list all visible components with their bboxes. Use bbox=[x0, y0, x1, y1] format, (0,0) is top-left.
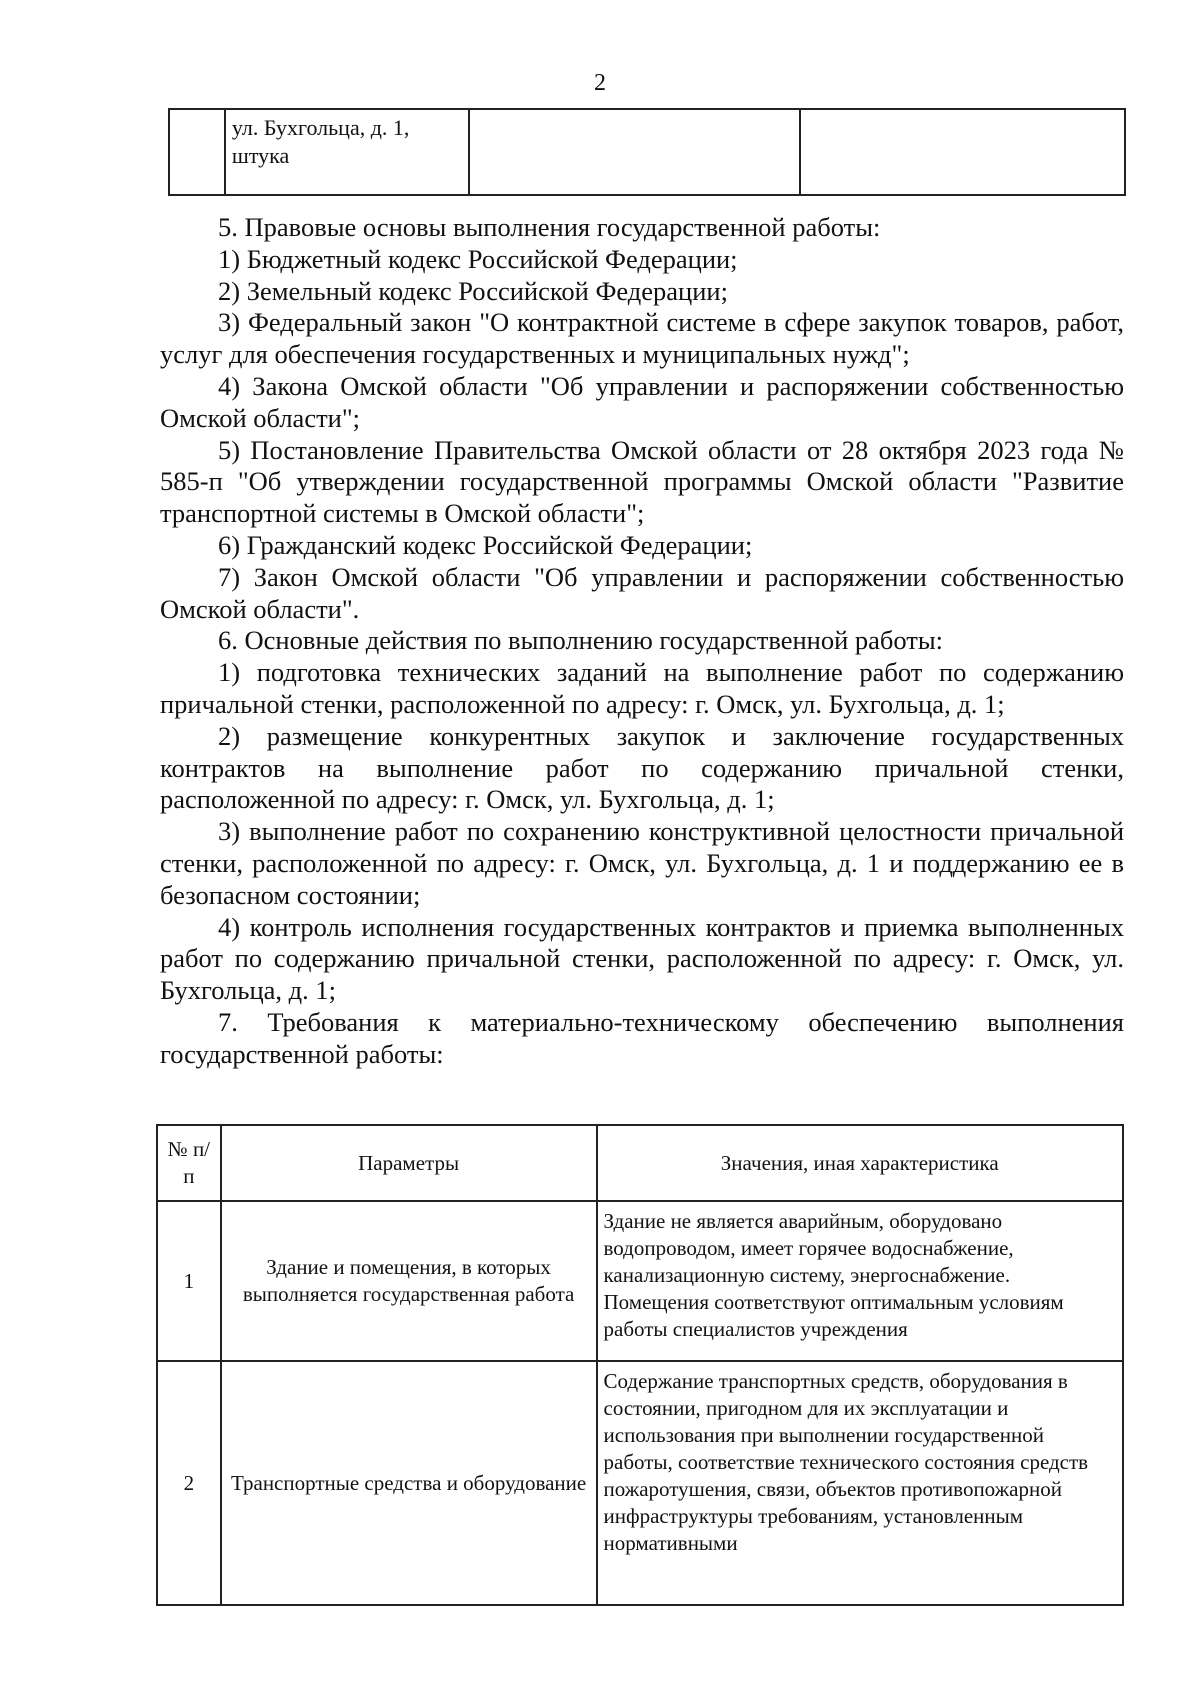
header-values: Значения, иная характеристика bbox=[597, 1125, 1123, 1201]
document-body bbox=[160, 212, 1124, 1071]
table-cell-address: ул. Бухгольца, д. 1, штука bbox=[225, 109, 469, 195]
page-number: 2 bbox=[594, 70, 606, 96]
table-cell bbox=[169, 109, 225, 195]
requirements-table bbox=[156, 1124, 1124, 1606]
list-item: 4) контроль исполнения государственных контрактов и приемка выполненных работ по содержанию причальной стенки, расположенной по адресу: г. Омск, ул. Бухгольца, д. 1; bbox=[160, 911, 1124, 1006]
table-header-row bbox=[157, 1125, 1123, 1201]
list-item: 6) Гражданский кодекс Российской Федерации; bbox=[218, 529, 753, 560]
table-row bbox=[169, 109, 1125, 195]
list-item: 2) Земельный кодекс Российской Федерации; bbox=[218, 275, 728, 306]
section-heading-5: 5. Правовые основы выполнения государственной работы: bbox=[218, 212, 881, 242]
list-item: 1) подготовка технических заданий на выполнение работ по содержанию причальной стенки, расположенной по адресу: г. Омск, ул. Бухгольца, д. 1; bbox=[160, 657, 1124, 719]
header-parameters: Параметры bbox=[221, 1125, 597, 1201]
row-parameter: Здание и помещения, в которых выполняется государственная работа bbox=[221, 1201, 597, 1361]
list-item: 3) выполнение работ по сохранению конструктивной целостности причальной стенки, расположенной по адресу: г. Омск, ул. Бухгольца, д. 1 и поддержанию ее в безопасном состоянии; bbox=[160, 816, 1124, 910]
header-number: № п/п bbox=[157, 1125, 221, 1201]
row-value: Содержание транспортных средств, оборудования в состоянии, пригодном для их эксплуатации и использования при выполнении государственной работы, соответствие технического состояния средств пожаротушения, связи, объектов противопожарной инфраструктуры требованиям, установленным нормативными bbox=[597, 1361, 1123, 1605]
row-number: 2 bbox=[157, 1361, 221, 1605]
row-parameter: Транспортные средства и оборудование bbox=[221, 1361, 597, 1605]
table-row bbox=[157, 1201, 1123, 1361]
row-number: 1 bbox=[157, 1201, 221, 1361]
list-item: 7) Закон Омской области "Об управлении и распоряжении собственностью Омской области". bbox=[160, 561, 1124, 624]
row-value: Здание не является аварийным, оборудовано водопроводом, имеет горячее водоснабжение, канализационную систему, энергоснабжение. Помещения соответствуют оптимальным условиям работы специалистов учреждения bbox=[597, 1201, 1123, 1361]
table-row bbox=[157, 1361, 1123, 1605]
section-heading-6: 6. Основные действия по выполнению государственной работы: bbox=[218, 625, 944, 656]
list-item: 5) Постановление Правительства Омской области от 28 октября 2023 года № 585-п "Об утверждении государственной программы Омской области "Развитие транспортной системы в Омской области"; bbox=[160, 434, 1124, 529]
section-heading-7: 7. Требования к материально-техническому обеспечению выполнения государственной работы: bbox=[160, 1006, 1124, 1069]
list-item: 4) Закона Омской области "Об управлении и распоряжении собственностью Омской области"; bbox=[160, 370, 1124, 433]
table-cell bbox=[469, 109, 800, 195]
list-item: 3) Федеральный закон "О контрактной системе в сфере закупок товаров, работ, услуг для обеспечения государственных и муниципальных нужд"; bbox=[160, 307, 1124, 370]
table-cell bbox=[800, 109, 1125, 195]
list-item: 1) Бюджетный кодекс Российской Федерации; bbox=[218, 243, 738, 274]
continued-table bbox=[168, 108, 1126, 196]
list-item: 2) размещение конкурентных закупок и заключение государственных контрактов на выполнение работ по содержанию причальной стенки, расположенной по адресу: г. Омск, ул. Бухгольца, д. 1; bbox=[160, 720, 1124, 815]
